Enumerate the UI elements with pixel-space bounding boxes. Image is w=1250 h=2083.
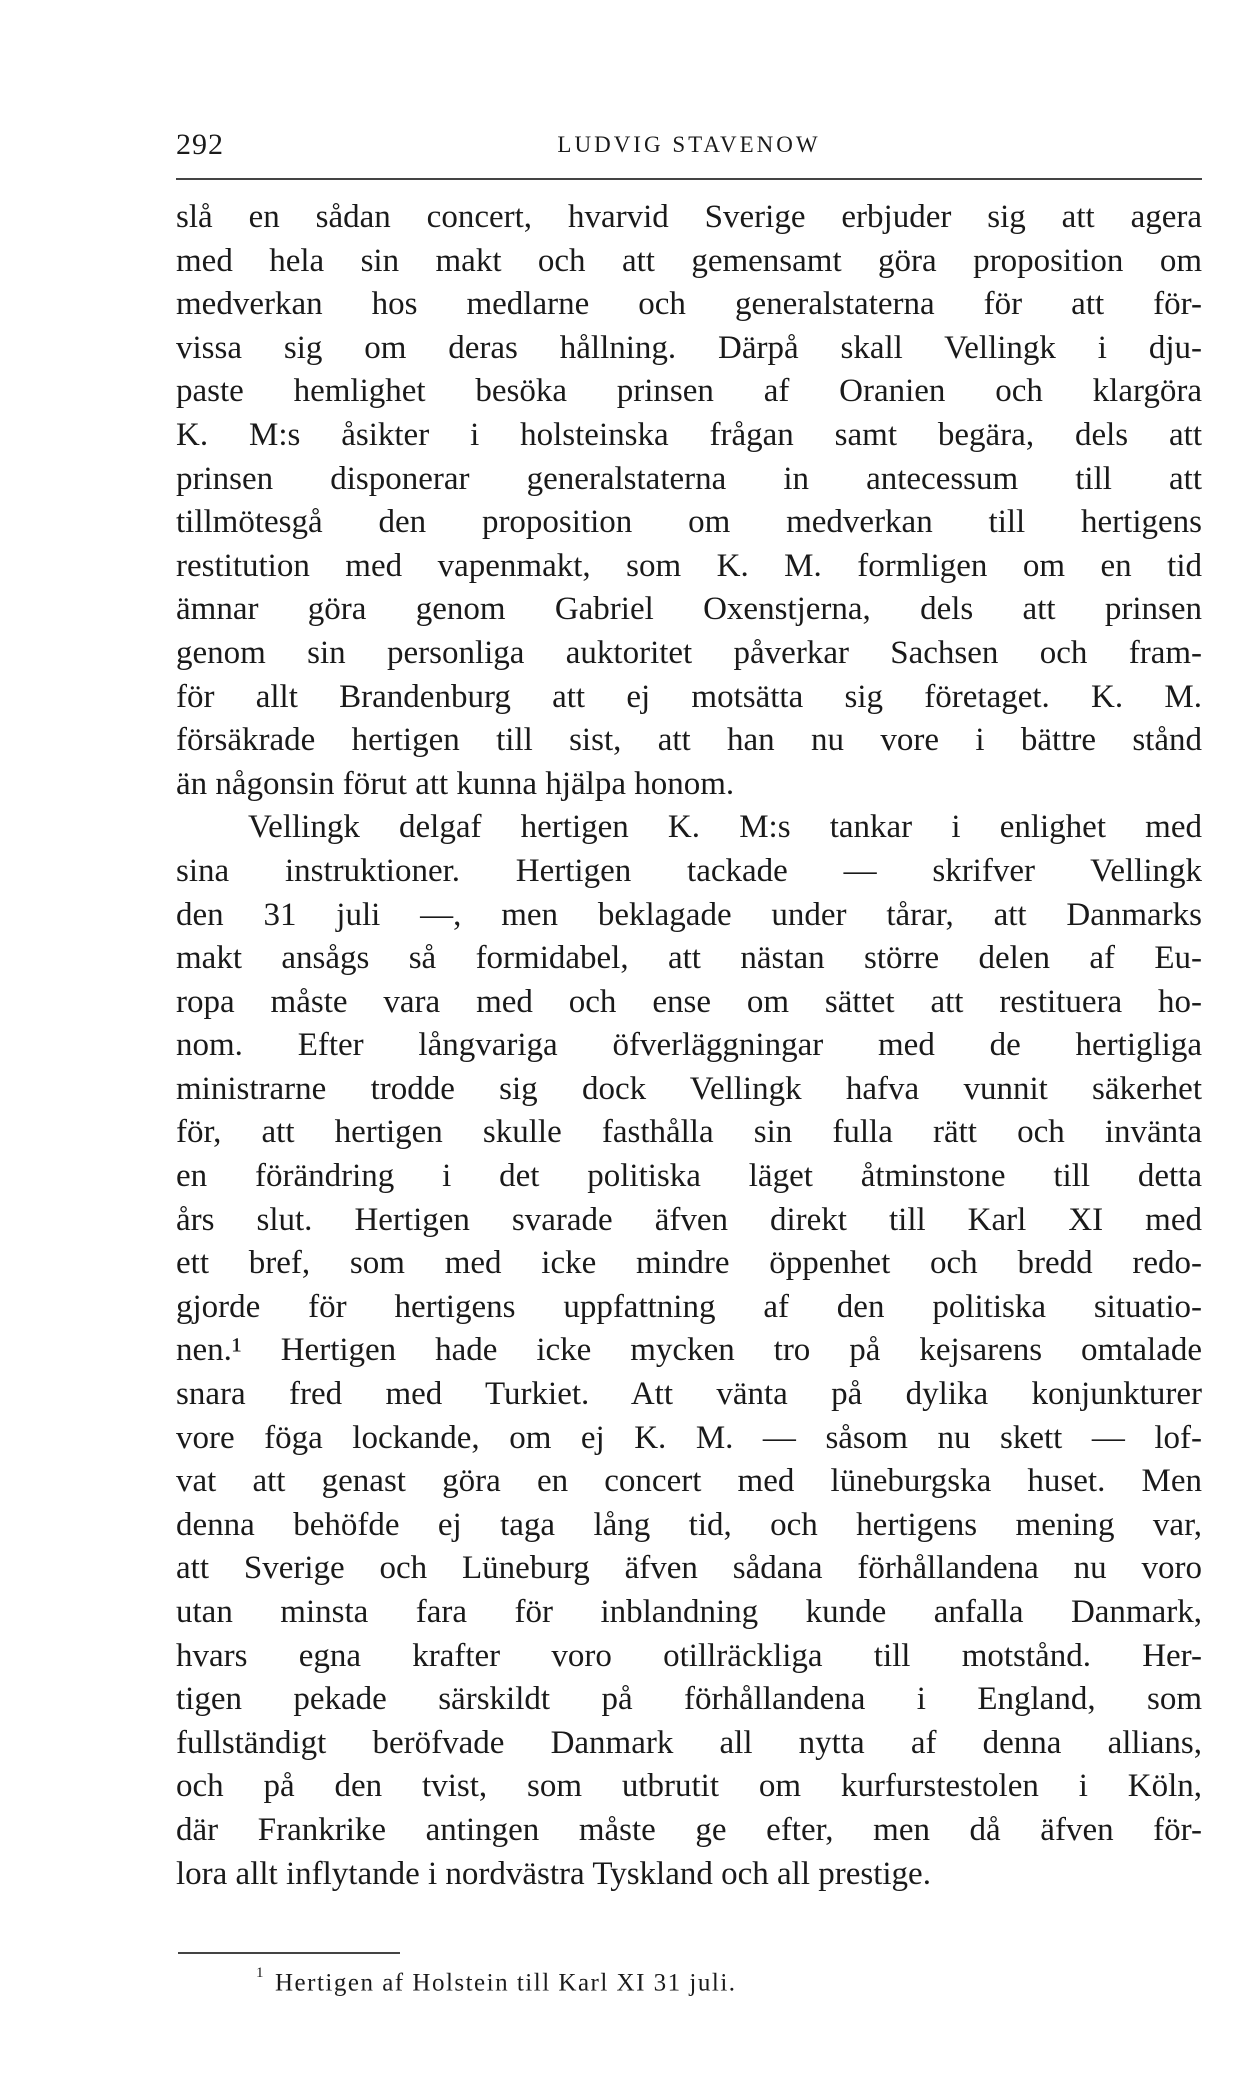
text-line: prinsen disponerar generalstaterna in antecessum till att [176, 460, 1202, 497]
text-line: försäkrade hertigen till sist, att han nu vore i bättre stånd [176, 722, 1202, 759]
text-line: än någonsin förut att kunna hjälpa honom. [176, 765, 735, 802]
text-line: för allt Brandenburg att ej motsätta sig företaget. K. M. [176, 678, 1202, 715]
footnote [256, 1960, 737, 2000]
text-line: gjorde för hertigens uppfattning af den politiska situatio- [176, 1288, 1202, 1325]
text-line: och på den tvist, som utbrutit om kurfurstestolen i Köln, [176, 1768, 1202, 1805]
text-line: vore föga lockande, om ej K. M. — såsom nu skett — lof- [176, 1419, 1202, 1456]
body-text [176, 196, 1202, 1896]
text-line: tillmötesgå den proposition om medverkan till hertigens [176, 504, 1202, 541]
text-line: medverkan hos medlarne och generalstaterna för att för- [176, 286, 1202, 323]
text-line: denna behöfde ej taga lång tid, och hertigens mening var, [176, 1506, 1202, 1543]
text-line: med hela sin makt och att gemensamt göra proposition om [176, 242, 1202, 279]
text-line: vissa sig om deras hållning. Därpå skall Vellingk i dju- [176, 329, 1202, 366]
text-line: lora allt inflytande i nordvästra Tyskland och all prestige. [176, 1855, 931, 1892]
text-line: för, att hertigen skulle fasthålla sin fulla rätt och invänta [176, 1114, 1202, 1151]
text-line: ämnar göra genom Gabriel Oxenstjerna, dels att prinsen [176, 591, 1202, 628]
text-line: sina instruktioner. Hertigen tackade — skrifver Vellingk [176, 852, 1202, 889]
page-header [176, 128, 1202, 168]
text-line: snara fred med Turkiet. Att vänta på dylika konjunkturer [176, 1376, 1202, 1413]
text-line: den 31 juli —, men beklagade under tårar, att Danmarks [176, 896, 1202, 933]
text-line: makt ansågs så formidabel, att nästan större delen af Eu- [176, 940, 1202, 977]
text-line: ministrarne trodde sig dock Vellingk hafva vunnit säkerhet [176, 1070, 1202, 1107]
text-line: ropa måste vara med och ense om sättet att restituera ho- [176, 983, 1202, 1020]
page-number: 292 [176, 128, 224, 161]
text-line: tigen pekade särskildt på förhållandena i England, som [176, 1681, 1202, 1718]
text-line: fullständigt beröfvade Danmark all nytta af denna allians, [176, 1724, 1202, 1761]
footnote-rule [178, 1952, 400, 1954]
text-line: Vellingk delgaf hertigen K. M:s tankar i enlighet med [248, 809, 1202, 846]
text-line: nom. Efter långvariga öfverläggningar med de hertigliga [176, 1027, 1202, 1064]
footnote-marker: 1 [256, 1965, 265, 1981]
text-line: genom sin personliga auktoritet påverkar Sachsen och fram- [176, 634, 1202, 671]
header-rule [176, 178, 1202, 180]
text-line: restitution med vapenmakt, som K. M. formligen om en tid [176, 547, 1202, 584]
text-line: nen.¹ Hertigen hade icke mycken tro på kejsarens omtalade [176, 1332, 1202, 1369]
text-line: där Frankrike antingen måste ge efter, men då äfven för- [176, 1811, 1202, 1848]
text-line: paste hemlighet besöka prinsen af Oranien och klargöra [176, 373, 1202, 410]
text-line: K. M:s åsikter i holsteinska frågan samt begära, dels att [176, 416, 1202, 453]
text-line: en förändring i det politiska läget åtminstone till detta [176, 1158, 1202, 1195]
text-line: hvars egna krafter voro otillräckliga till motstånd. Her- [176, 1637, 1202, 1674]
text-line: att Sverige och Lüneburg äfven sådana förhållandena nu voro [176, 1550, 1202, 1587]
text-line: utan minsta fara för inblandning kunde anfalla Danmark, [176, 1594, 1202, 1630]
running-head: LUDVIG STAVENOW [557, 132, 821, 157]
text-line: slå en sådan concert, hvarvid Sverige erbjuder sig att agera [176, 199, 1202, 235]
footnote-text: Hertigen af Holstein till Karl XI 31 juli. [275, 1969, 737, 1997]
text-line: ett bref, som med icke mindre öppenhet och bredd redo- [176, 1245, 1202, 1282]
text-line: vat att genast göra en concert med lüneburgska huset. Men [176, 1463, 1202, 1500]
text-line: års slut. Hertigen svarade äfven direkt till Karl XI med [176, 1201, 1202, 1238]
